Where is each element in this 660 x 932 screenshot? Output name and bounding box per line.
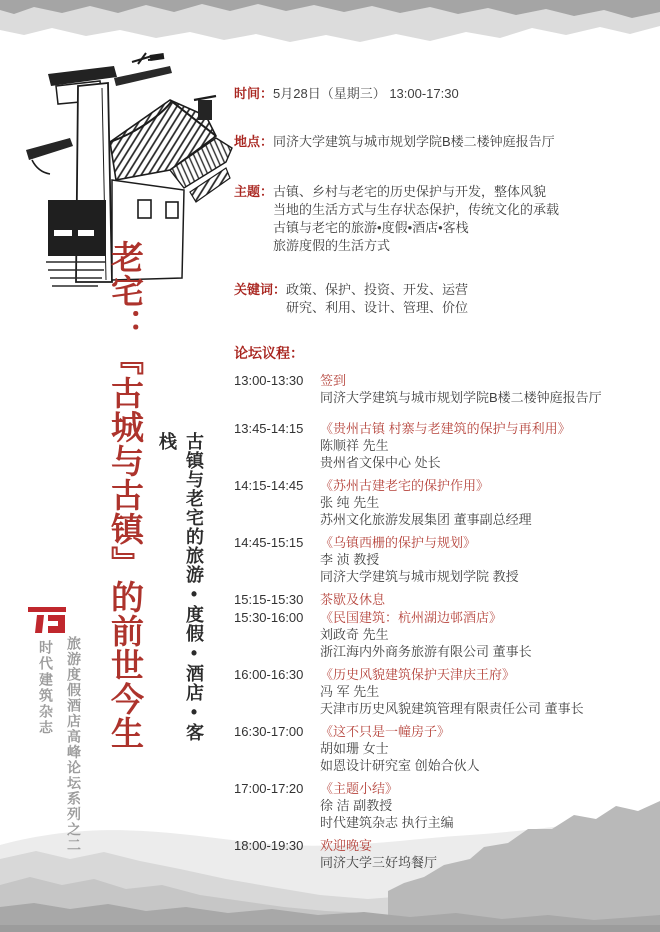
agenda-line: 陈顺祥 先生 bbox=[320, 438, 389, 453]
agenda-line: 冯 军 先生 bbox=[320, 684, 380, 699]
agenda-row bbox=[234, 609, 646, 660]
agenda-line: 同济大学三好坞餐厅 bbox=[320, 855, 438, 870]
time-row bbox=[234, 85, 646, 102]
agenda-detail bbox=[320, 591, 646, 608]
agenda-line: 同济大学建筑与城市规划学院 教授 bbox=[320, 569, 519, 584]
agenda-line: 胡如珊 女士 bbox=[320, 741, 389, 756]
agenda-row bbox=[234, 780, 646, 831]
agenda-topic: 欢迎晚宴 bbox=[320, 838, 373, 853]
theme-label: 主题： bbox=[234, 184, 274, 199]
agenda-time: 16:00-16:30 bbox=[234, 667, 304, 682]
agenda-time: 13:00-13:30 bbox=[234, 373, 304, 388]
agenda-time: 17:00-17:20 bbox=[234, 781, 304, 796]
agenda-header: 论坛议程： bbox=[234, 345, 304, 361]
agenda-row bbox=[234, 837, 646, 871]
agenda-detail bbox=[320, 666, 646, 717]
place-row bbox=[234, 133, 646, 150]
agenda-line: 徐 洁 副教授 bbox=[320, 798, 393, 813]
agenda-line: 贵州省文保中心 处长 bbox=[320, 455, 441, 470]
agenda-sublines bbox=[320, 437, 646, 471]
agenda-row bbox=[234, 534, 646, 585]
agenda-time: 15:15-15:30 bbox=[234, 592, 304, 607]
magazine-name: 时代建筑杂志 bbox=[38, 640, 54, 736]
agenda-line: 时代建筑杂志 执行主编 bbox=[320, 815, 454, 830]
agenda-sublines bbox=[320, 740, 646, 774]
place-label: 地点： bbox=[234, 134, 274, 149]
agenda-sublines bbox=[320, 494, 646, 528]
agenda-sublines bbox=[320, 551, 646, 585]
agenda-detail bbox=[320, 420, 646, 471]
agenda-line: 苏州文化旅游发展集团 董事副总经理 bbox=[320, 512, 532, 527]
keywords-label: 关键词： bbox=[234, 282, 287, 297]
agenda-detail bbox=[320, 372, 646, 406]
agenda-topic: 《主题小结》 bbox=[320, 781, 399, 796]
time-value: 5月28日（星期三） 13:00-17:30 bbox=[273, 86, 459, 101]
agenda-topic: 《乌镇西栅的保护与规划》 bbox=[320, 535, 477, 550]
keywords-row bbox=[234, 281, 646, 317]
agenda-time: 15:30-16:00 bbox=[234, 610, 304, 625]
agenda-detail bbox=[320, 534, 646, 585]
agenda-row bbox=[234, 477, 646, 528]
agenda-row bbox=[234, 591, 646, 608]
agenda-line: 天津市历史风貌建筑管理有限责任公司 董事长 bbox=[320, 701, 584, 716]
agenda-time: 18:00-19:30 bbox=[234, 838, 304, 853]
agenda-row bbox=[234, 372, 646, 406]
magazine-logo-icon bbox=[27, 604, 69, 636]
agenda-row bbox=[234, 723, 646, 774]
agenda-topic: 《苏州古建老宅的保护作用》 bbox=[320, 478, 490, 493]
poster-subtitle: 古镇与老宅的旅游•度假•酒店•客栈 bbox=[157, 432, 204, 742]
time-label: 时间： bbox=[234, 86, 274, 101]
agenda-topic: 《民国建筑：杭州湖边邨酒店》 bbox=[320, 610, 503, 625]
agenda-sublines bbox=[320, 854, 646, 871]
agenda-list bbox=[234, 372, 646, 871]
agenda-sublines bbox=[320, 626, 646, 660]
keywords-lines bbox=[286, 281, 468, 317]
agenda-detail bbox=[320, 837, 646, 871]
agenda-topic: 《贵州古镇 村寨与老建筑的保护与再利用》 bbox=[320, 421, 571, 436]
agenda-sublines bbox=[320, 683, 646, 717]
keywords-line: 政策、保护、投资、开发、运营 bbox=[286, 282, 469, 297]
agenda-topic: 茶歇及休息 bbox=[320, 592, 386, 607]
agenda-sublines bbox=[320, 389, 646, 406]
agenda-detail bbox=[320, 477, 646, 528]
theme-lines bbox=[273, 183, 559, 255]
agenda-line: 如恩设计研究室 创始合伙人 bbox=[320, 758, 480, 773]
agenda-topic: 《这不只是一幢房子》 bbox=[320, 724, 451, 739]
agenda-detail bbox=[320, 723, 646, 774]
agenda-line: 同济大学建筑与城市规划学院B楼二楼钟庭报告厅 bbox=[320, 390, 602, 405]
agenda-time: 14:15-14:45 bbox=[234, 478, 304, 493]
agenda-time: 16:30-17:00 bbox=[234, 724, 304, 739]
agenda-row bbox=[234, 666, 646, 717]
agenda-line: 刘政奇 先生 bbox=[320, 627, 389, 642]
place-value: 同济大学建筑与城市规划学院B楼二楼钟庭报告厅 bbox=[273, 134, 555, 149]
torn-paper-band-icon bbox=[0, 0, 660, 50]
agenda-line: 张 纯 先生 bbox=[320, 495, 380, 510]
agenda-sublines bbox=[320, 797, 646, 831]
theme-line: 旅游度假的生活方式 bbox=[273, 238, 391, 253]
agenda-time: 14:45-15:15 bbox=[234, 535, 304, 550]
agenda-topic: 签到 bbox=[320, 373, 347, 388]
agenda-detail bbox=[320, 780, 646, 831]
agenda-row bbox=[234, 420, 646, 471]
theme-line: 当地的生活方式与生存状态保护，传统文化的承载 bbox=[273, 202, 560, 217]
event-details bbox=[234, 85, 646, 877]
agenda-topic: 《历史风貌建筑保护天津庆王府》 bbox=[320, 667, 516, 682]
theme-row bbox=[234, 183, 646, 255]
theme-line: 古镇与老宅的旅游•度假•酒店•客栈 bbox=[273, 220, 469, 235]
keywords-line: 研究、利用、设计、管理、价位 bbox=[286, 300, 469, 315]
agenda-time: 13:45-14:15 bbox=[234, 421, 304, 436]
forum-series-name: 旅游度假酒店高峰论坛系列之二 bbox=[66, 636, 82, 853]
agenda-detail bbox=[320, 609, 646, 660]
poster-main-title: 老宅：『古城与古镇』的前世今生 bbox=[107, 240, 144, 750]
agenda-line: 浙江海内外商务旅游有限公司 董事长 bbox=[320, 644, 532, 659]
theme-line: 古镇、乡村与老宅的历史保护与开发，整体风貌 bbox=[273, 184, 547, 199]
agenda-line: 李 浈 教授 bbox=[320, 552, 380, 567]
